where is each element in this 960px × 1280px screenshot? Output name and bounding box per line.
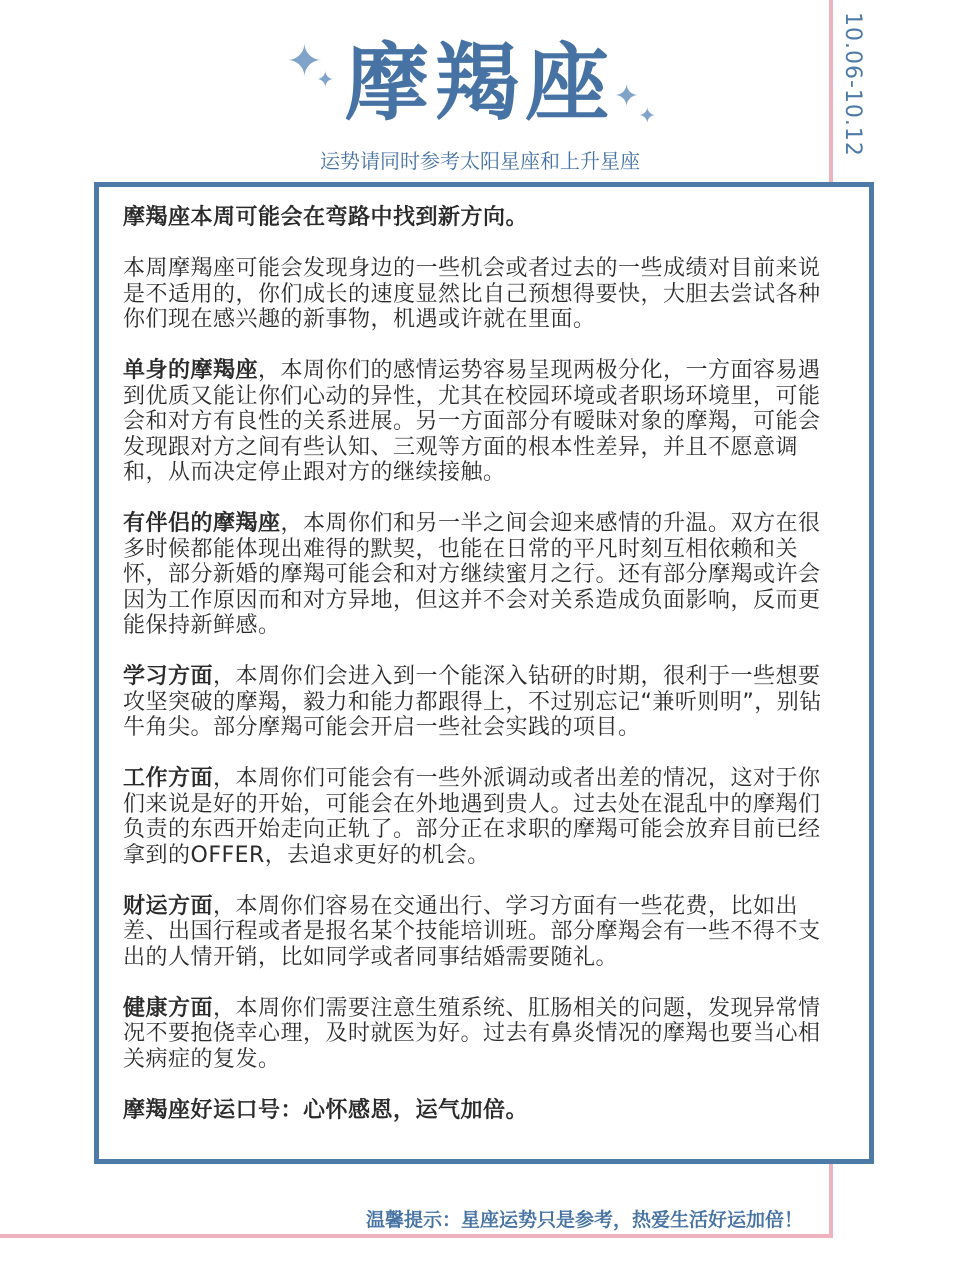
sparkle-icon: ✦ [614,79,640,114]
section-label: 单身的摩羯座 [123,358,259,383]
pink-horizontal-line [0,1234,833,1238]
study-section [123,664,823,741]
sparkle-icon: ✦ [638,104,657,129]
section-label: 工作方面 [123,766,214,791]
section-text: ，本周你们容易在交通出行、学习方面有一些花费，比如出差、出国行程或者是报名某个技能培训班。部分摩羯会有一些不得不支出的人情开销，比如同学或者同事结婚需要随礼。 [123,893,821,970]
section-text: ，本周你们会进入到一个能深入钻研的时期，很利于一些想要攻坚突破的摩羯，毅力和能力都跟得上，不过别忘记“兼听则明”，别钻牛角尖。部分摩羯可能会开启一些社会实践的项目。 [123,664,822,740]
section-label: 有伴侣的摩羯座 [123,511,281,536]
summary: 摩羯座本周可能会在弯路中找到新方向。 [123,205,529,230]
section-text: ，本周你们可能会有一些外派调动或者出差的情况，这对于你们来说是好的开始，可能会在外地遇到贵人。过去处在混乱中的摩羯们负责的东西开始走向正轨了。部分正在求职的摩羯可能会放弃目前已经拿到的OFFER，去追求更好的机会。 [123,766,821,868]
wealth-section [123,894,823,971]
single-section [123,358,823,486]
section-text: ，本周你们的感情运势容易呈现两极分化，一方面容易遇到优质又能让你们心动的异性，尤其在校园环境或者职场环境里，可能会和对方有良性的关系进展。另一方面部分有暧昧对象的摩羯，可能会发现跟对方之间有些认知、三观等方面的根本性差异，并且不愿意调和，从而决定停止跟对方的继续接触。 [123,358,821,485]
sparkle-icon: ✦ [286,36,323,87]
luck-slogan: 摩羯座好运口号：心怀感恩，运气加倍。 [123,1097,529,1123]
sparkle-icon: ✦ [316,68,335,93]
section-text: ，本周你们和另一半之间会迎来感情的升温。双方在很多时候都能体现出难得的默契，也能在日常的平凡时刻互相依赖和关怀，部分新婚的摩羯可能会和对方继续蜜月之行。还有部分摩羯或许会因为工作原因而和对方异地，但这并不会对关系造成负面影响，反而更能保持新鲜感。 [123,511,821,638]
partner-section [123,511,823,639]
section-label: 财运方面 [123,893,214,919]
footer-tip: 温馨提示：星座运势只是参考，热爱生活好运加倍！ [366,1209,804,1231]
section-label: 学习方面 [123,664,214,689]
section-label: 健康方面 [123,995,214,1021]
horoscope-content [123,205,823,1123]
intro-paragraph: 本周摩羯座可能会发现身边的一些机会或者过去的一些成绩对目前来说是不适用的，你们成长的速度显然比自己预想得要快，大胆去尝试各种你们现在感兴趣的新事物，机遇或许就在里面。 [123,256,821,332]
health-section [123,996,823,1073]
date-range: 10.06-10.12 [840,12,865,157]
subtitle: 运势请同时参考太阳星座和上升星座 [320,149,640,173]
page-title: 摩羯座 [344,34,615,132]
section-text: ，本周你们需要注意生殖系统、肛肠相关的问题，发现异常情况不要抱侥幸心理，及时就医为好。过去有鼻炎情况的摩羯也要当心相关病症的复发。 [123,995,821,1072]
work-section [123,766,823,868]
horoscope-card [94,182,874,1164]
